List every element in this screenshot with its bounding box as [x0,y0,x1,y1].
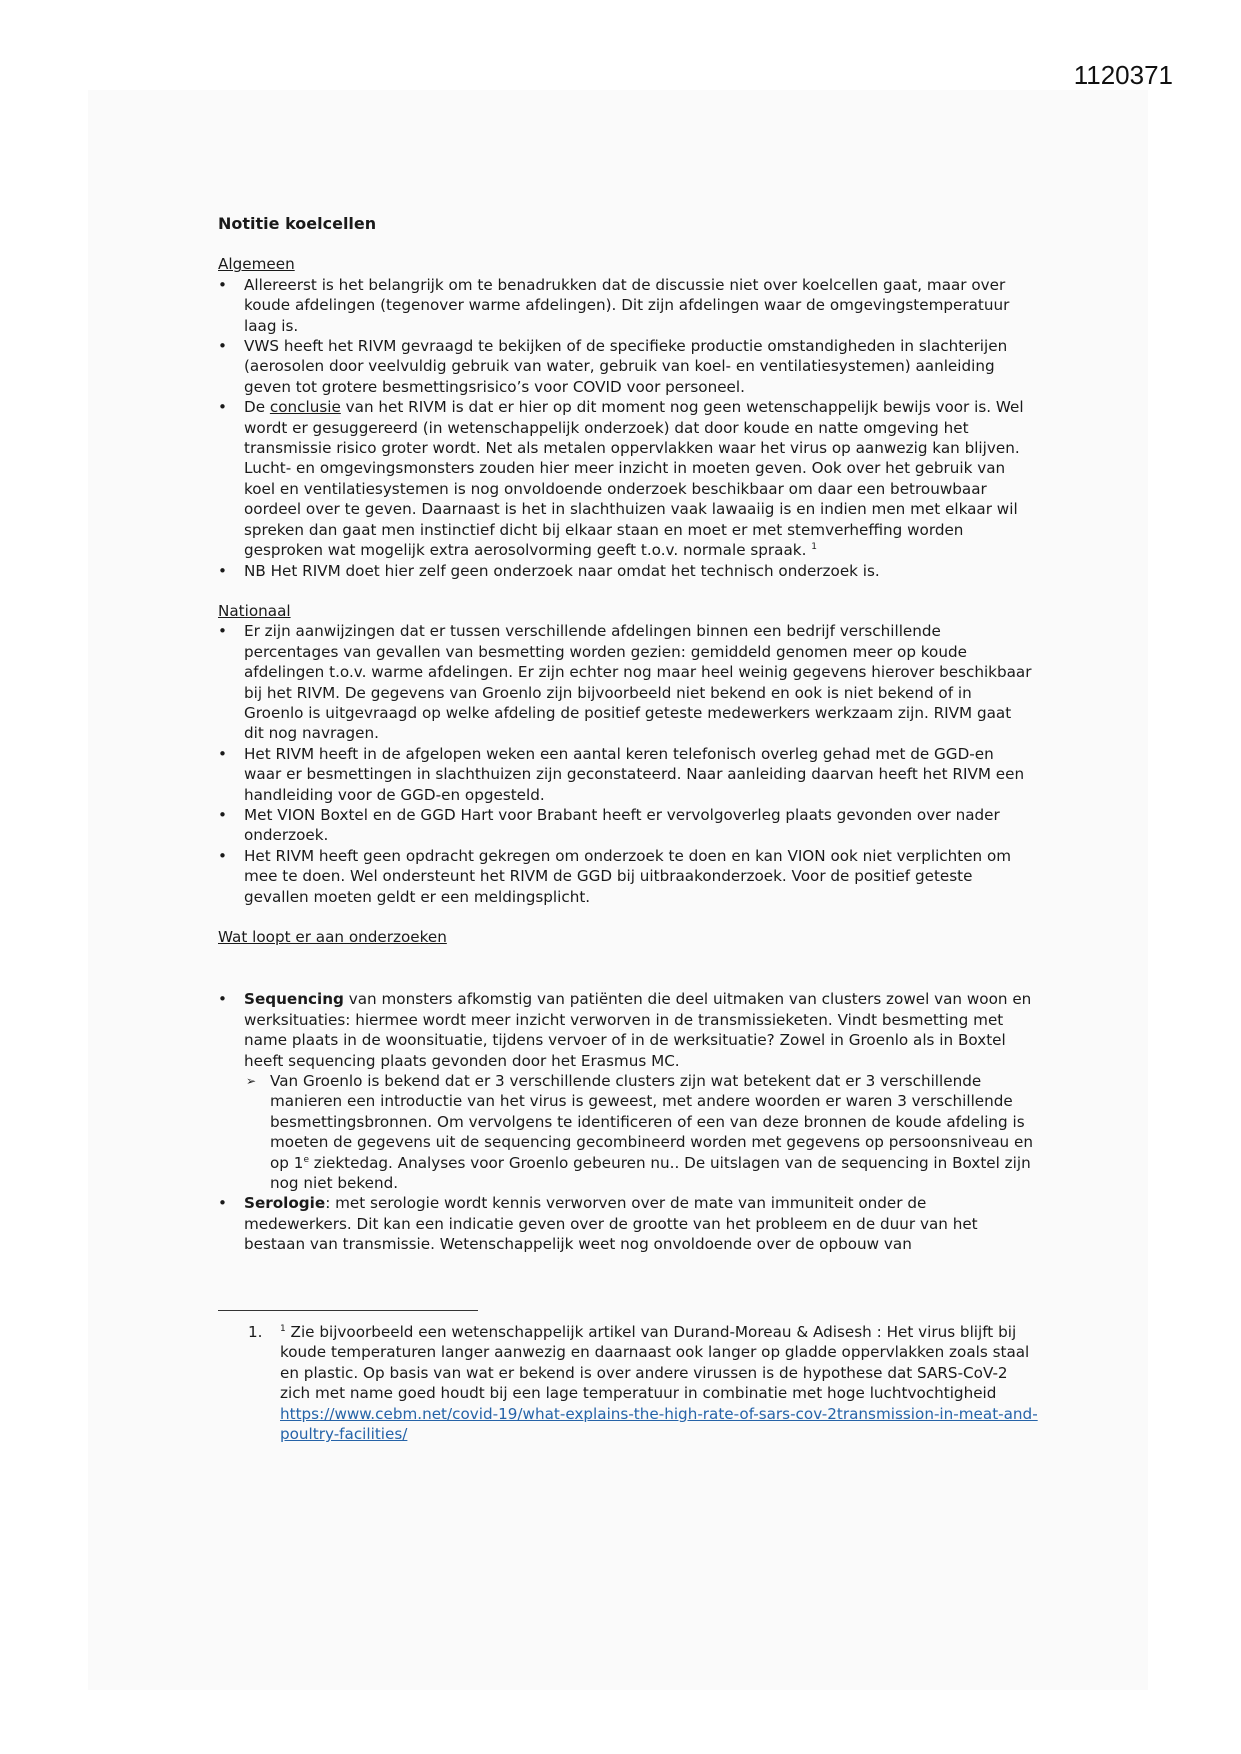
list-item-text: Allereerst is het belangrijk om te benadrukken dat de discussie niet over koelcellen gaat, maar over koude afdelingen (tegenover warme afdelingen). Dit zijn afdelingen waar de omgevingstemperatuur laag is. [244,275,1010,335]
list-item-text: VWS heeft het RIVM gevraagd te bekijken of de specifieke productie omstandigheden in slachterijen (aerosolen door veelvuldig gebruik van water, gebruik van koel- en ventilatiesystemen) aanleiding geven tot grotere besmettingsrisico’s voor COVID voor personeel. [244,337,1008,396]
section-heading-onderzoeken: Wat loopt er aan onderzoeken [218,928,447,946]
list-item-text: van het RIVM is dat er hier op dit moment nog geen wetenschappelijk bewijs voor is. Wel wordt er gesuggereerd (in wetenschappelijk onderzoek) dat door koude en natte omgeving het transmissie risico groter wordt. Net als metalen oppervlakken waar het virus op aanwezig kan blijven. Lucht- en omgevingsmonsters zouden hier meer inzicht in moeten geven. Ook over het gebruik van koel en ventilatiesystemen is nog onvoldoende onderzoek beschikbaar om daar een betrouwbaar oordeel over te geven. Daarnaast is het in slachthuizen vaak lawaaiig is en indien men met elkaar wil spreken dan gaat men instinctief dicht bij elkaar staan en moet er met stemverheffing worden gesproken wat mogelijk extra aerosolvorming geeft t.o.v. normale spraak. [244,398,1024,560]
bullet-list-nationaal [218,621,1033,907]
sub-list [244,1071,1033,1193]
footnote-marker: 1 [280,1323,286,1334]
list-item [218,561,1033,581]
list-item-text: NB Het RIVM doet hier zelf geen onderzoek naar omdat het technisch onderzoek is. [244,561,880,580]
term-serologie: Serologie [244,1194,326,1213]
footnote [248,1322,1038,1444]
footnote-body [280,1322,1038,1444]
list-item [218,397,1033,560]
superscript: e [303,1154,309,1165]
term-sequencing: Sequencing [244,990,344,1009]
footnote-separator [218,1310,478,1311]
list-item [218,621,1033,743]
list-item-text: Van Groenlo is bekend dat er 3 verschillende clusters zijn wat betekent dat er 3 verschillende manieren een introductie van het virus is geweest, met andere woorden er waren 3 verschillende besmettingsbronnen. Om vervolgens te identificeren of een van deze bronnen de koude afdeling is moeten de gegevens uit de sequencing gecombineerd worden met gegevens op persoonsniveau en op 1 [270,1072,1033,1172]
list-item-text: De [244,398,270,417]
list-item-text: Met VION Boxtel en de GGD Hart voor Brabant heeft er vervolgoverleg plaats gevonden over nader onderzoek. [244,805,1000,845]
bullet-list-algemeen [218,275,1033,581]
footnote-reference[interactable]: 1 [811,542,817,553]
list-item [218,275,1033,336]
list-item-text: Er zijn aanwijzingen dat er tussen verschillende afdelingen binnen een bedrijf verschillende percentages van gevallen van besmetting worden gezien: gemiddeld genomen meer op koude afdelingen t.o.v. warme afdelingen. Er zijn echter nog maar heel weinig gegevens hierover beschikbaar bij het RIVM. De gegevens van Groenlo zijn bijvoorbeeld niet bekend en ook is niet bekend of in Groenlo is uitgevraagd op welke afdeling de positief geteste medewerkers werkzaam zijn. RIVM gaat dit nog navragen. [244,622,1032,743]
conclusie-link[interactable]: conclusie [269,398,341,417]
list-item [218,336,1033,397]
list-item [218,846,1033,907]
section-heading-algemeen: Algemeen [218,255,295,274]
list-item-text: : met serologie wordt kennis verworven over de mate van immuniteit onder de medewerkers. Dit kan een indicatie geven over de grootte van het probleem en de duur van het bestaan van transmissie. Wetenschappelijk weet nog onvoldoende over de opbouw van [244,1194,978,1254]
list-item [218,805,1033,846]
section-heading-nationaal: Nationaal [218,601,291,620]
footnote-text: Zie bijvoorbeeld een wetenschappelijk artikel van Durand-Moreau & Adisesh : Het virus blijft bij koude temperaturen langer aanwezig en daarnaast ook langer op gladde oppervlakken zoals staal en plastic. Op basis van wat er bekend is over andere virussen is de hypothese dat SARS-CoV-2 zich met name goed houdt bij een lage temperatuur in combinatie met hoge luchtvochtigheid [280,1323,1030,1403]
document-id: 1120371 [1073,60,1173,90]
bullet-list-onderzoeken [218,989,1033,1254]
page-title: Notitie koelcellen [218,214,377,233]
list-item [218,1193,1033,1254]
footnote-link[interactable]: https://www.cebm.net/covid-19/what-explains-the-high-rate-of-sars-cov-2transmission-in-meat-and-poultry-facilities/ [280,1404,1038,1444]
list-item-text: Het RIVM heeft geen opdracht gekregen om onderzoek te doen en kan VION ook niet verplichten om mee te doen. Wel ondersteunt het RIVM de GGD bij uitbraakonderzoek. Voor de positief geteste gevallen moeten geldt er een meldingsplicht. [244,846,1012,906]
footnote-number: 1. [248,1323,263,1341]
document-body [218,214,1033,1255]
list-item [218,989,1033,1193]
sub-list-item [244,1071,1033,1193]
list-item-text: van monsters afkomstig van patiënten die deel uitmaken van clusters zowel van woon en werksituaties: hiermee wordt meer inzicht verworven in de transmissieketen. Vindt besmetting met name plaats in de woonsituatie, tijdens vervoer of in de werksituatie? Zowel in Groenlo als in Boxtel heeft sequencing plaats gevonden door het Erasmus MC. [244,990,1032,1070]
list-item-text: Het RIVM heeft in de afgelopen weken een aantal keren telefonisch overleg gehad met de GGD-en waar er besmettingen in slachthuizen zijn geconstateerd. Naar aanleiding daarvan heeft het RIVM een handleiding voor de GGD-en opgesteld. [244,744,1025,804]
list-item [218,744,1033,805]
list-item-text: ziektedag. Analyses voor Groenlo gebeuren nu.. De uitslagen van de sequencing in Boxtel zijn nog niet bekend. [270,1153,1031,1193]
